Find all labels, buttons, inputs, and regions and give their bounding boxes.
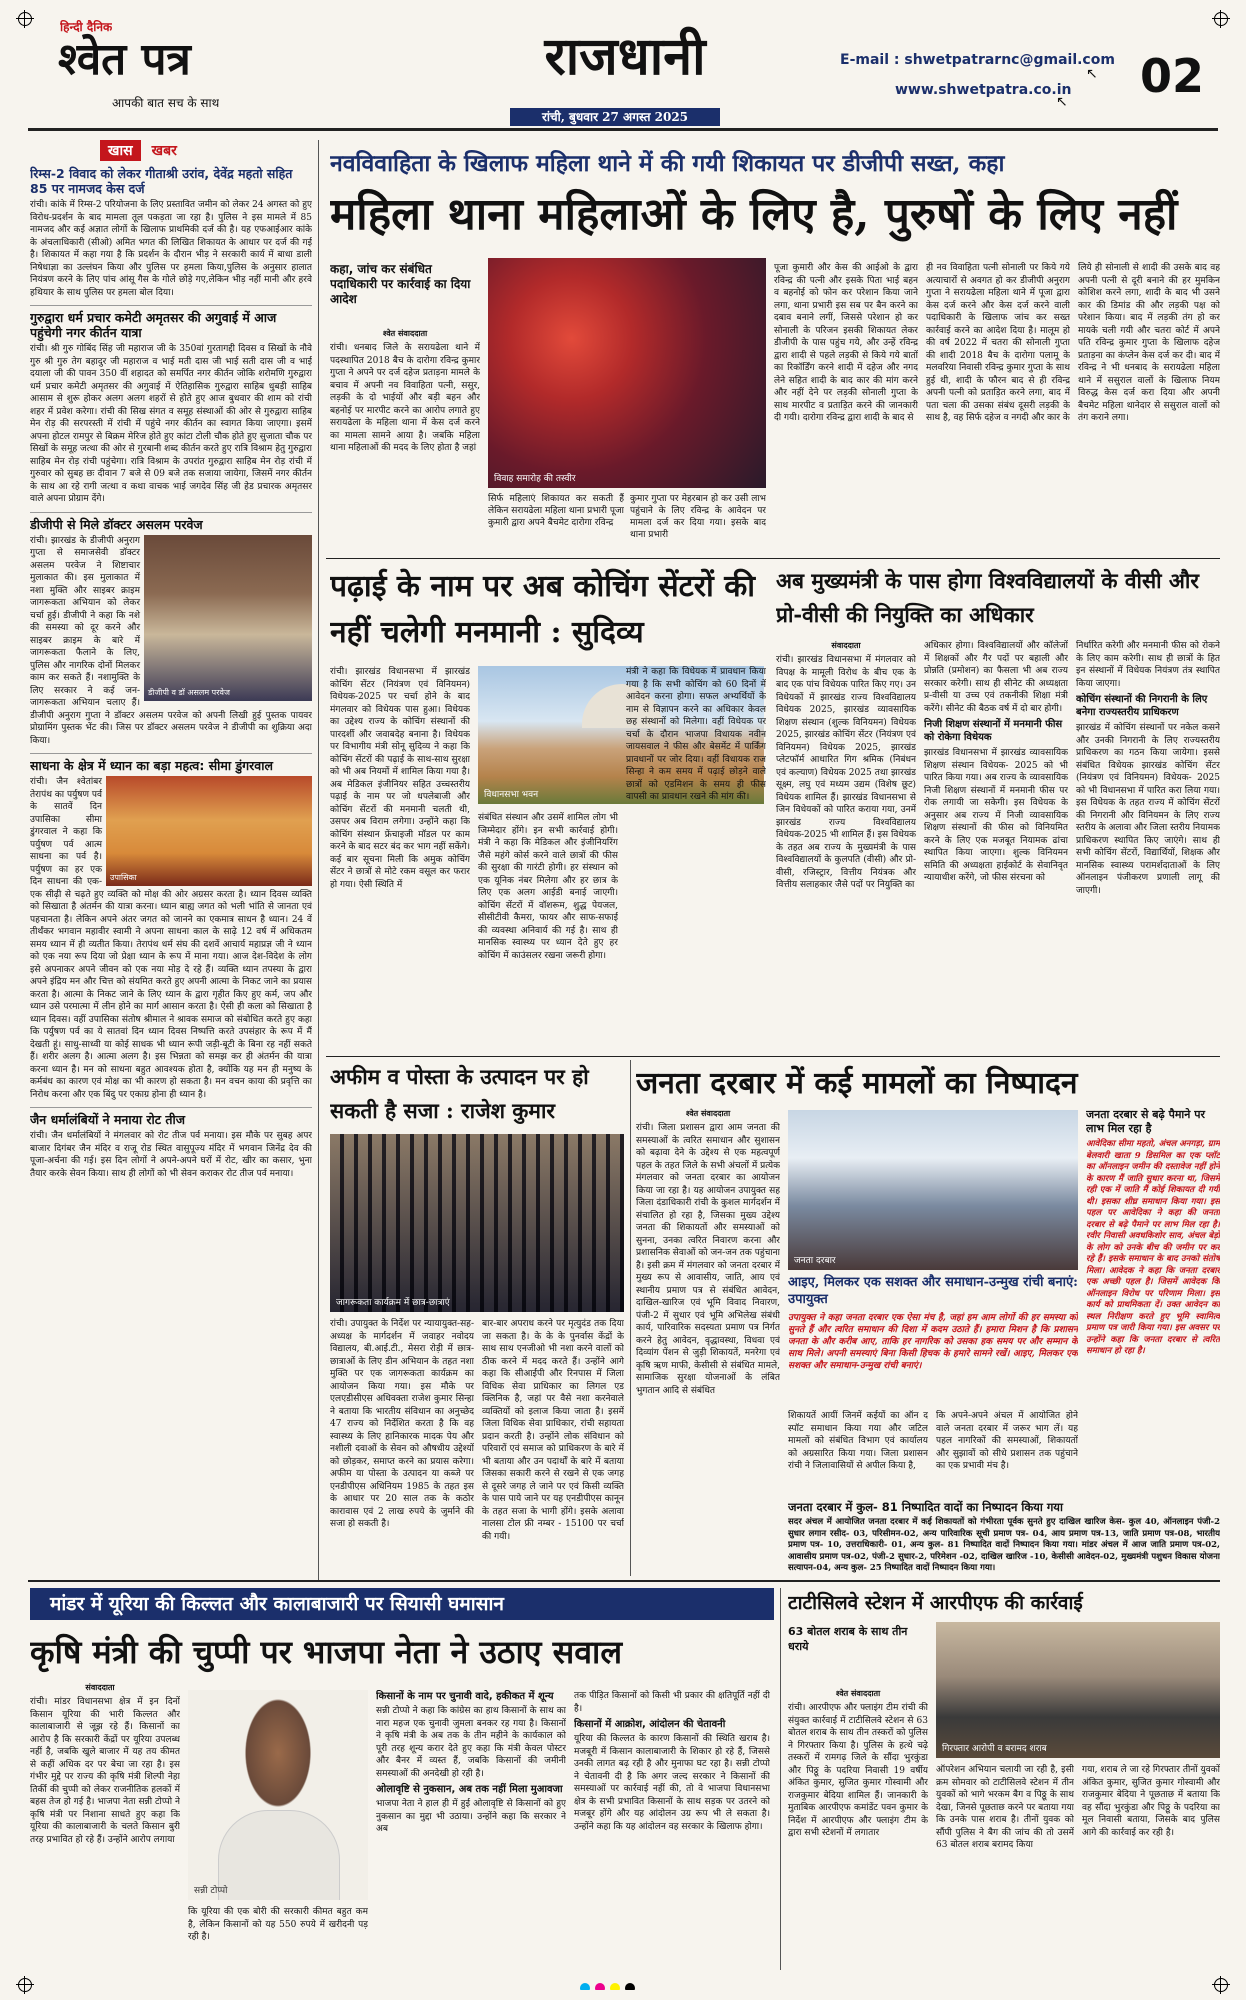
- vc-headline: अब मुख्यमंत्री के पास होगा विश्वविद्यालयों के वीसी और प्रो-वीसी की नियुक्ति का अधिकार: [776, 568, 1199, 627]
- wedding-caption-left: सिर्फ महिलाएं शिकायत कर सकती हैं लेकिन सरायढेला महिला थाना प्रभारी पूजा कुमारी द्वारा अपने बैचमेट दारोगा रविन्द्र: [488, 494, 624, 528]
- dgp-photo: [144, 535, 312, 701]
- cmyk-cyan-dot: [580, 1983, 590, 1990]
- top-story-headline: महिला थाना महिलाओं के लिए है, पुरुषों के लिए नहीं: [330, 189, 1178, 240]
- cmyk-black-dot: [625, 1983, 635, 1990]
- janta-photo-caption: आइए, मिलकर एक सशक्त और समाधान-उन्मुख रांची बनाएं: उपायुक्त: [788, 1275, 1078, 1307]
- website-link[interactable]: www.shwetpatra.co.in: [895, 82, 1072, 98]
- article-dgp: [30, 512, 312, 748]
- section-rule: [28, 1580, 1220, 1582]
- vc-subhead: निजी शिक्षण संस्थानों में मनमानी फीस को रोकेगा विधेयक: [924, 719, 1063, 743]
- top-story-col2: पूजा कुमारी और केस की आईओ के द्वारा रविन्द्र की पत्नी और इसके पिता भाई बहन व बहनोई को फोन कर परेशान किया जाने लगा, थाना प्रभारी इस सब पर बैन करने का दबाव बनाने लगीं, जिससे परेशान हो कर सोनाली के परिजन इसकी शिकायत लेकर डीजीपी के पास पहुंच गये, और उन्हें रविन्द्र द्वारा शादी से पहले लड़की से किये गये बातों का रिकॉर्डिंग करने शादी में दहेज और नगद लेने सहित शादी के बाद कार की मांग करने और नहीं देने पर लड़की सोनाली गुप्ता के साथ मारपीट व प्रताड़ित करने की जानकारी दी गयी। दारोगा रविन्द्र द्वारा शादी के बाद से: [774, 263, 918, 423]
- mandar-headline: कृषि मंत्री की चुप्पी पर भाजपा नेता ने उठाए सवाल: [30, 1633, 623, 1671]
- left-column: [30, 166, 312, 1576]
- top-story-byline: श्वेत संवाददाता: [382, 328, 428, 338]
- mandar-col2-head-2: ओलावृष्टि से नुकसान, अब तक नहीं मिला मुआवजा: [376, 1784, 563, 1795]
- brand-tagline: आपकी बात सच के साथ: [112, 96, 220, 110]
- brand-logo: श्वेत पत्र: [58, 34, 191, 85]
- article-body: रांची। जैन धर्मालंबियों ने मंगलवार को रोट तीज पर्व मनाया। इस मौके पर सुबह अपर बाजार दिगंबर जैन मंदिर व राजू रोड स्थित वासुपूज्य मंदिर में भगवान जिनेंद्र देव की पूजा-अर्चना की गई। इस दिन लोगों ने अपने-अपने घरों में रोट, खीर का कसार, भुना तैयार करके सेवन किया। साथ ही लोगों को भी सेवन कराकर रोट तीज पर्व मनाया।: [30, 1131, 312, 1179]
- article-rot-teej: [30, 1107, 312, 1180]
- article-body: रांची। जैन श्वेतांबर तेरापंथ का पर्युषण पर्व के सातवें दिन उपासिका सीमा डुंगरवाल ने कहा कि पर्युषण पर्व आत्म साधना का पर्व है। पर्युषण का हर एक दिन साधना की एक-एक सीढ़ी से चढ़ते हुए व्यक्ति को मोक्ष की ओर अग्रसर करता है। ध्यान दिवस व्यक्ति को सिखाता है अंतर्मन की यात्रा करना। ध्यान बाह्य जगत को भली भांति से जानता एवं पहचानता है। लेकिन अपने अंतर जगत को जानने का एकमात्र साधन है ध्यान। 24 वें तीर्थंकर भगवान महावीर स्वामी ने अपना साधना काल के साढ़े 12 वर्ष में अधिकतम समय ध्यान में ही व्यतीत किया। तेरापंथ धर्म संघ की दशवें आचार्य महाप्रज्ञ जी ने ध्यान को एक नया रूप दिया जो प्रेक्षा ध्यान के रूप में माना गया। आज देश-विदेश के लोग इसे अपनाकर अपने जीवन को एक नया मोड़ दे रहे हैं। व्यक्ति ध्यान तपस्या के द्वारा अपने इंद्रिय मन और चित्त को संयमित करते हुए अपनी आत्मा के निकट जाने का प्रयास करता है। आत्मा के निकट जाने के लिए ध्यान के द्वारा गृहीत किए हुए कर्म, जप और ध्यान उसे परमात्मा में लीन होने का मार्ग आसान करता है। ऐसी ही कला को सिखाता है ध्यान दिवस। वहीं उपासिका संतोष श्रीमाल ने श्रावक समाज को संबोधित करते हुए कहा कि पर्युषण पर्व का ये सातवां दिन ध्यान दिवस निष्पत्ति करते उपसंहार के रूप में मैं देखती हूं। साधु-साध्वी या कोई साधक भी ध्यान रूपी जड़ी-बूटी के बिना रह नहीं सकते हैं। शरीर अलग है। आत्मा अलग है। इस भिन्नता को समझ कर ही अंतर्मन की यात्रा करना ध्यान है। मन को साधना बहुत आवश्यक होता है, क्योंकि यह मन ही मनुष्य के कर्मबंध का कारण एवं मोक्ष का भी कारण हो सकता है। मन वचन काया की प्रवृत्ति का निरोध करना और एक बिंदु पर एकाग्र होना ही ध्यान है।: [30, 777, 312, 1100]
- registration-mark-icon: [18, 1978, 32, 1992]
- coaching-col3: मंत्री ने कहा कि विधेयक में प्रावधान किया गया है कि सभी कोचिंग को 60 दिनों में आवेदन करना होगा। सफल अभ्यर्थियों के नाम से विज्ञापन करने का अधिकार केवल छह संस्थानों को मिलेगा। वहीं विधेयक पर चर्चा के दौरान भाजपा विधायक नवीन जायसवाल ने फीस और बेसमेंट में पार्किंग प्रावधानों पर जोर दिया। वहीं विधायक राज सिन्हा ने कम समय में पढ़ाई छोड़ने वाले छात्रों को एडमिशन के समय ही फीस वापसी का प्रावधान रखने की मांग की।: [626, 667, 766, 802]
- section-rule: [326, 558, 1220, 559]
- registration-mark-icon: [1214, 1978, 1228, 1992]
- mandar-col2b: भाजपा नेता ने हाल ही में हुई ओलावृष्टि से किसानों को हुए नुकसान का मुद्दा भी उठाया। उन्होंने कहा कि सरकार ने अब: [376, 1799, 566, 1834]
- mandar-col3-head: किसानों में आक्रोश, आंदोलन की चेतावनी: [574, 1719, 726, 1730]
- wedding-photo-alt: विवाह समारोह की तस्वीर: [494, 474, 576, 484]
- janta-sidebar-body: आवेदिका सीमा महतो, अंचल अनगड़ा, ग्राम बेलवारी खाता 9 डिसमिल का एक प्लॉट का ऑनलाइन जमीन की दस्तावेज नहीं होने के कारण मैं जाति सुधार करना था, जिसमें रही एक में जाति मैं कोई शिकायत दी गयी थी। इसका शीघ्र समाधान किया गया। इस पहल पर आवेदिका ने कहा की जनता दरबार से बढ़े पैमाने पर लाभ मिल रहा है। रवीर निवासी अवधकिशोर साव, अंचल बेड़ो के लोग को उनके बीच की जमीन पर कर रहे हैं। इसके समाधान के बाद उनको संतोष मिला। आवेदक ने कहा कि जनता दरबार एक अच्छी पहल है। जिसमें आवेदक कि ऑनलाइन विरोध पर परिणाम मिला। इस कार्य को प्राथमिकता दें। उक्त आवेदन का स्थल निरीक्षण करते हुए भूमि स्वामित्व प्रमाण पत्र जारी किया गया। इस अवसर पर उन्होंने कहा कि जनता दरबार से त्वरित समाधान हो रहा है।: [1086, 1139, 1220, 1356]
- section-title: राजधानी: [544, 26, 706, 87]
- khas-khabar-label: [100, 140, 240, 162]
- janta-col1: रांची। जिला प्रशासन द्वारा आम जनता की समस्याओं के त्वरित समाधान और सुशासन को बढ़ावा देने के उद्देश्य से एक महत्वपूर्ण पहल के तहत जिले के सभी अंचलों में प्रत्येक मंगलवार को जनता दरबार का आयोजन किया जा रहा है। यह आयोजन उपायुक्त सह जिला दंडाधिकारी रांची के कुशल मार्गदर्शन में संचालित हो रहा है, जिसका मुख्य उद्देश्य जनता की शिकायतों और समस्याओं को सुनना, उनका त्वरित निवारण करना और प्रशासनिक सेवाओं को जन-जन तक पहुंचाना है। इसी क्रम में मंगलवार को जनता दरबार में मुख्य रूप से आवासीय, जाति, आय एवं स्थानीय प्रमाण पत्र से संबंधित आवेदन, दाखिल-खारिज एवं भूमि विवाद निवारण, पंजी-2 में सुधार एवं भूमि अभिलेख संबंधी कार्य, पारिवारिक सदस्यता प्रमाण पत्र निर्गत करने हेतु आवेदन, वृद्धावस्था, विधवा एवं दिव्यांग पेंशन से जुड़ी शिकायतें, मनरेगा एवं कृषि ऋण माफी, केसीसी से संबंधित मामले, सामाजिक सुरक्षा योजनाओं के लंबित भुगतान आदि से संबंधित: [636, 1123, 780, 1396]
- janta-sidebar-head: जनता दरबार से बढ़े पैमाने पर लाभ मिल रहा है: [1086, 1108, 1205, 1135]
- afim-col1: रांची। उपायुक्त के निर्देश पर न्यायायुक्त-सह-अध्यक्ष के मार्गदर्शन में जवाहर नवोदय विद्यालय, बी.आई.टी., मेसरा रोड़ी में छात्र-छात्राओं के लिए डीन अभियान के तहत नशा मुक्ति पर एक जागरूकता कार्यक्रम का आयोजन किया गया। इस मौके पर एलएडीसीएस अधिवक्ता राजेश कुमार सिन्हा ने बताया कि भारतीय संविधान का अनुच्छेद 47 राज्य को निर्देशित करता है कि वह स्वास्थ्य के लिए हानिकारक मादक पेय और नशीली दवाओं के सेवन को औषधीय उद्देश्यों को छोड़कर, समाप्त करने का प्रयास करेगा। अफीम या पोस्ता के उत्पादन या कब्जे पर एनडीपीएस अधिनियम 1985 के तहत इस के आधार पर 20 साल तक के कठोर कारावास एवं 2 लाख रुपये के जुर्माने की सजा हो सकती है।: [330, 1319, 474, 1529]
- registration-mark-icon: [1214, 12, 1228, 26]
- leader-caption: कि यूरिया की एक बोरी की सरकारी कीमत बहुत कम है, लेकिन किसानों को यह 550 रुपये में खरीदनी पड़ रही है।: [188, 1907, 368, 1942]
- leader-shirt: [218, 1810, 340, 1900]
- color-registration-strip: [580, 1978, 670, 1990]
- mandar-col3-wrap: [574, 1690, 770, 1968]
- masthead-rule: [28, 128, 1218, 131]
- article-headline: साधना के क्षेत्र में ध्यान का बड़ा महत्व: सीमा डुंगरवाल: [30, 758, 273, 773]
- email-label: E-mail :: [840, 52, 900, 68]
- rpf-photo: [936, 1622, 1220, 1758]
- coaching-col1: रांची। झारखंड विधानसभा में झारखंड कोचिंग सेंटर (नियंत्रण एवं विनियमन) विधेयक-2025 पर चर्चा होने के बाद मंगलवार को विधेयक पास हुआ। विधेयक का उद्देश्य राज्य के कोचिंग संस्थानों की पारदर्शी और जवाबदेह बनाना है। विधेयक पर विभागीय मंत्री सोनू सुदिव्य ने कहा कि कोचिंग सेंटरों की पढ़ाई के साथ-साथ सुरक्षा को भी अब नियमों में शामिल किया गया है। अब मेडिकल इंजीनियर सहित उच्चस्तरीय पढ़ाई के नाम पर जो धपलेबाजी और कोचिंग सेंटरों की मनमानी चलती थी, उसपर अब विराम लगेगा। उन्होंने कहा कि कोचिंग संस्थान फ्रेंचाइजी मॉडल पर काम करने के बाद सटर बंद कर भाग नहीं सकेंगे। कई बार सूचना मिली कि अमुक कोचिंग सेंटर ने छात्रों से मोटे रकम वसूल कर फरार हो गया। ऐसी स्थिति में: [330, 667, 470, 890]
- mandar-col2-wrap: [376, 1690, 566, 1968]
- top-story-subhead: कहा, जांच कर संबंधित पदाधिकारी पर कार्रवाई का दिया आदेश: [330, 262, 471, 306]
- mandar-col3b: यूरिया की किल्लत के कारण किसानों की स्थिति खराब है। मजबूरी में किसान कालाबाजारी के शिकार हो रहे हैं, जिससे उनकी लागत बढ़ रही है और मुनाफा घट रहा है। सन्नी टोप्पो ने चेतावनी दी है कि अगर जल्द सरकार ने किसानों की समस्याओं पर कार्रवाई नहीं की, तो वे भाजपा विधानसभा क्षेत्र के सभी प्रभावित किसानों के साथ सड़क पर उतरने को मजबूर होंगे और यह आंदोलन उग्र रूप भी ले सकता है। उन्होंने कहा कि यह आंदोलन वह सरकार के खिलाफ होगा।: [574, 1734, 770, 1832]
- vc-col2b: झारखंड विधानसभा में झारखंड व्यावसायिक शिक्षण संस्थान विधेयक- 2025 को भी पारित किया गया। अब राज्य के व्यावसायिक निजी शिक्षण संस्थानों में मनमानी फीस पर रोक लगायी जा सकेगी। इस विधेयक के अनुसार अब राज्य में निजी व्यावसायिक शिक्षण संस्थानों की फीस को विनियमित करने के लिए एक मजबूत नियामक ढांचा स्थापित किया जाएगा। शुल्क विनियमन समिति की अध्यक्षता हाईकोर्ट के सेवानिवृत न्यायाधीश करेंगे, जो फीस संरचना को: [924, 748, 1068, 883]
- article-headline: डीजीपी से मिले डॉक्टर असलम परवेज: [30, 516, 203, 532]
- vc-col3-wrap: [1076, 640, 1220, 1052]
- brand-small: हिन्दी दैनिक: [60, 20, 113, 34]
- top-story-col1: रांची। धनबाद जिले के सरायढेला थाने में पदस्थापित 2018 बैच के दारोगा रविन्द्र कुमार गुप्ता ने अपने पर दर्ज दहेज प्रताड़ना मामले के बचाव में अपनी नव विवाहिता पत्नी, ससुर, लड़की के दो भाईयों और बड़ी बहन और बहनोई पर मारपीट करने का आरोप लगाते हुए सरायढेला के महिला थाना में केस दर्ज करने का मामला सामने आया है। जबकि महिला थाना महिलाओं की मदद के लिए होता है जहां: [330, 343, 480, 453]
- janta-stats-head: जनता दरबार में कुल- 81 निष्पादित वादों का निष्पादन किया गया: [788, 1500, 1063, 1514]
- registration-mark-icon: [18, 12, 32, 26]
- top-story-kicker: नवविवाहिता के खिलाफ महिला थाने में की गयी शिकायत पर डीजीपी सख्त, कहा: [330, 150, 1005, 177]
- mandar-col1: रांची। मांडर विधानसभा क्षेत्र में इन दिनों किसान यूरिया की भारी किल्लत और कालाबाजारी से जूझ रहे हैं। किसानों का आरोप है कि सरकारी केंद्रों पर यूरिया उपलब्ध नहीं है, जबकि खुले बाजार में यह तय कीमत से कहीं अधिक दर पर बेचा जा रहा है। इस गंभीर मुद्दे पर राज्य की कृषि मंत्री शिल्पी नेहा तिर्की की चुप्पी को लेकर राजनीतिक हलकों में बहस तेज हो गई है। भाजपा नेता सन्नी टोप्पो ने कृषि मंत्री पर निशाना साधते हुए कहा कि यूरिया की कालाबाजारी के चलते किसान बुरी तरह प्रभावित हो रहे हैं। उन्होंने आरोप लगाया: [30, 1697, 180, 1845]
- rpf-photo-alt: गिरफ्तार आरोपी व बरामद शराब: [942, 1744, 1047, 1754]
- khas-label: खास: [100, 140, 141, 161]
- cmyk-yellow-dot: [610, 1983, 620, 1990]
- mandar-col2: सन्नी टोप्पो ने कहा कि कांग्रेस का हाथ किसानों के साथ का नारा महज एक चुनावी जुमला बनकर रह गया है। किसानों ने कृषि मंत्री के अब तक के तीन महीने के कार्यकाल को पूरी तरह शून्य करार देते हुए कहा कि मंत्री केवल पोस्टर और बैनर में व्यस्त हैं, जबकि किसानों की जमीनी समस्याओं की अनदेखी हो रही है।: [376, 1706, 566, 1779]
- assembly-photo-alt: विधानसभा भवन: [484, 790, 539, 800]
- article-body: रांची। कांके में रिम्स-2 परियोजना के लिए प्रस्तावित जमीन को लेकर 24 अगस्त को हुए विरोध-प्रदर्शन के बाद मामला तूल पकड़ता जा रहा है। पुलिस ने इस मामले में 85 नामजद और कई अज्ञात लोगों के खिलाफ प्राथमिकी दर्ज की है। यह एफआईआर कांके के अंचलाधिकारी (सीओ) अमित भगत की लिखित शिकायत के आधार पर दर्ज की गई है। शिकायत में कहा गया है कि प्रदर्शन के दौरान भीड़ ने सरकारी कार्य में बाधा डाली निषेधाज्ञा का उल्लंघन किया और पुलिस पर हमला किया,पुलिस के अनुसार हालात नियंत्रण करने के लिए पांच आंसू गैस के गोले छोड़े गए,लेकिन भीड़ नहीं मानी और हरवे हथियार के साथ पुलिस पर हमला बोल दिया।: [30, 200, 312, 298]
- janta-quote: उपायुक्त ने कहा जनता दरबार एक ऐसा मंच है, जहां हम आम लोगों की हर समस्या को सुनते हैं और त्वरित समाधान की दिशा में कदम उठाते हैं। हमारा मिशन है कि प्रशासन जनता के और करीब आए, ताकि हर नागरिक को उसका हक समय पर और सम्मान के साथ मिले। अपनी समस्याएं बिना किसी हिचक के हमारे सामने रखें। आइए, मिलकर एक सशक्त और समाधान-उन्मुख रांची बनाएं।: [788, 1313, 1078, 1371]
- rpf-col3: गया, शराब ले जा रहे गिरफ्तार तीनों युवकों अंकित कुमार, सुजित कुमार गोस्वामी और राजकुमार बेदिया ने पूछताछ में बताया कि वह सौंदा भुरकुंडा और पिठ्ठू के पदरिया का मूल निवासी बताया, जिसके बाद पुलिस आगे की कार्रवाई कर रही है।: [1082, 1765, 1220, 1838]
- vc-col1: रांची। झारखंड विधानसभा में मंगलवार को विपक्ष के मामूली विरोध के बीच एक के बाद एक पांच विधेयक पारित किए गए। उन विधेयकों में झारखंड राज्य विश्वविद्यालय विधेयक 2025, झारखंड व्यावसायिक शिक्षण संस्थान (शुल्क विनियमन) विधेयक 2025, झारखंड कोचिंग सेंटर (नियंत्रण एवं विनियमन) विधेयक 2025, झारखंड प्लेटफॉर्म आधारित गिग श्रमिक (निबंधन एवं कल्याण) विधेयक 2025 तथा झारखंड सूक्ष्म, लघु एवं मध्यम उद्यम (विशेष छूट) विधेयक शामिल हैं। झारखंड विधानसभा से जिन विधेयकों को पारित कराया गया, उनमें झारखंड राज्य विश्वविद्यालय विधेयक-2025 भी शामिल हैं। इस विधेयक के तहत अब राज्य के मुख्यमंत्री के पास विश्वविद्यालयों के कुलपति (वीसी) और प्रो-वीसी, रजिस्ट्रार, वित्तीय नियंत्रक और वित्तीय सलाहकार जैसे पदों पर नियुक्ति का: [776, 655, 916, 890]
- page-number: 02: [1140, 49, 1205, 103]
- top-story-col3: ही नव विवाहिता पत्नी सोनाली पर किये गये अत्याचारों से अवगत हो कर डीजीपी अनुराग गुप्ता ने सरायढेला महिला थाने में पूजा द्वारा केस दर्ज करने और केस दर्ज करने वाली पदाधिकारी के खिलाफ जांच कर सख्त कार्रवाई करने का आदेश दिया है। मालूम हो की वर्ष 2022 में चतरा की सोनाली गुप्ता की शादी 2018 बैच के दारोगा पलामू के मलवरिया निवासी रविन्द्र कुमार गुप्ता के साथ हुई थी, शादी के फौरन बाद से ही रविन्द्र अपनी पत्नी को प्रताड़ित करने लगा, बाद में पता चला की उसका संबंध दूसरी लड़की के साथ है, वह सिर्फ दहेज व नगदी और कार के: [926, 263, 1070, 423]
- afim-col2: बार-बार अपराध करने पर मृत्युदंड तक दिया जा सकता है। के के के पुनर्वास केंद्रों के साथ साथ एनजीओ भी नशा करने वालों को ठीक करने में मदद करते हैं। उन्होंने आगे कहा कि सीआईपी और रिनपास में जिला विधिक सेवा प्राधिकार का लिगल एड क्लिनिक है, जहां पर वैसे नशा करनेवाले व्यक्तियों को इलाज किया जाता है। इसमें जिला विधिक सेवा प्राधिकार, रांची सहायता प्रदान करती है। उन्होंने लोक संविधान को परिवारों एवं समाज को प्राधिकरण के बारे में भी बताया और उन पदार्थों के बारे में बताया जिसका सकारी करने से रखने से एक जगह से दूसरे जगह ले जाने पर एवं किसी व्यक्ति के पास पाये जाने पर यह एनडीपीएस कानून के तहत सजा के भागी होंगे। इसके अलावा नालसा टोल फ्री नम्बर - 15100 पर चर्चा की गयी।: [482, 1319, 624, 1542]
- janta-photo: [788, 1110, 1078, 1270]
- rpf-byline: श्वेत संवाददाता: [835, 1688, 881, 1698]
- janta-stats-body: सदर अंचल में आयोजित जनता दरबार में कई शिकायतों को गंभीरता पूर्वक सुनते हुए दाखिल खारिज केस- कुल 40, ऑनलाइन पंजी-2 सुधार लगान रसीद- 03, परिसीमन-02, अन्य पारिवारिक सूची प्रमाण पत्र- 04, आय प्रमाण पत्र-13, जाति प्रमाण पत्र-08, भारतीय प्रमाण पत्र- 10, उत्तराधिकारी- 01, अन्य कुल- 81 निष्पादित वादों निष्पादन किया गया। मांडर अंचल में आज जाति प्रमाण पत्र-02, आवासीय प्रमाण पत्र-02, पंजी-2 सुधार-2, परिमेशन -02, दाखिल खारिज -10, केसीसी आवेदन-02, मुख्यमंत्री पशुधन विकास योजना सत्यापन-04, अन्य कुल- 25 निष्पादित वादों निष्पादन किया गया।: [788, 1517, 1220, 1573]
- column-divider: [780, 1588, 781, 1970]
- rpf-col1: रांची। आरपीएफ और फ्लाइंग टीम रांची की संयुक्त कार्रवाई में टाटीसिलवे स्टेशन से 63 बोतल शराब के साथ तीन तस्करों को पुलिस ने गिरफ्तार किया है। पुलिस के हत्थे चढ़े तस्करों में रामगढ़ जिले के सौंदा भुरकुंडा और पिठ्ठू के पदरिया निवासी 19 वर्षीय अंकित कुमार, सुजित कुमार गोस्वामी और राजकुमार बेदिया शामिल हैं। जानकारी के मुताबिक आरपीएफ कमांडेंट पवन कुमार के निर्देश में आरपीएफ और फ्लाइंग टीम के द्वारा सभी स्टेशनों में लगातार: [788, 1703, 928, 1838]
- janta-byline: श्वेत संवाददाता: [685, 1108, 731, 1118]
- jain-photo: [106, 776, 312, 886]
- mandar-col2-head: किसानों के नाम पर चुनावी वादे, हकीकत में शून्य: [376, 1691, 554, 1702]
- mouse-cursor-icon-2: ↖: [1056, 94, 1068, 110]
- article-headline: जैन धर्मालंबियों ने मनाया रोट तीज: [30, 1112, 186, 1127]
- mandar-banner: मांडर में यूरिया की किल्लत और कालाबाजारी पर सियासी घमासान: [30, 1588, 774, 1620]
- janta-sidebar: [1086, 1108, 1220, 1498]
- vc-col2-wrap: [924, 640, 1068, 1052]
- vc-col3: निर्धारित करेगी और मनमानी फीस को रोकने के लिए काम करेगी। साथ ही छात्रों के हित इन संस्थानों में विधेयक नियंत्रण तंत्र स्थापित किया जाएगा।: [1076, 641, 1220, 689]
- dgp-photo-alt: डीजीपी व डॉ असलम परवेज: [148, 687, 230, 697]
- vc-col3b: झारखंड में कोचिंग संस्थानों पर नकेल कसने और उनकी निगरानी के लिए राज्यस्तरीय प्राधिकरण का गठन किया जायेगा। इससे संबंधित विधेयक झारखंड कोचिंग सेंटर (नियंत्रण एवं विनियमन) विधेयक- 2025 को भी विधानसभा में पारित करा लिया गया। इस विधेयक के तहत राज्य में कोचिंग सेंटरों की निगरानी और विनियमन के लिए राज्य स्तरीय के अलावा और जिला स्तरीय नियामक प्राधिकरण स्थापित किए जाएंगे। साथ ही सभी कोचिंग सेंटरों, विद्यार्थियों, शिक्षक और मानसिक स्वास्थ्य परामर्शदाताओं के लिए ऑनलाइन पंजीकरण प्रणाली लागू की जाएगी।: [1076, 723, 1220, 896]
- rpf-headline: टाटीसिलवे स्टेशन में आरपीएफ की कार्रवाई: [788, 1592, 1083, 1614]
- students-photo: [330, 1134, 624, 1312]
- janta-stats-block: [788, 1500, 1220, 1576]
- article-body: रांची। श्री गुरु गोबिंद सिंह जी महाराज जी के 350वां गुरतागद्दी दिवस व सिखों के नौवे गुरु श्री गुरु तेग बहादुर जी महाराज व भाई मती दास जी भाई सती दास जी व भाई दयाला जी की पावन 350 वीं शहादत को समर्पित नगर कीर्तन जोकि शरोमणि गुरुद्वारा धर्म प्रचार कमेटी अमृतसर की अगुवाई में ऐतिहासिक गुरुद्वारा साहिब धुबड़ी साहिब आसाम से शुरू होकर अलग अलग शहरों से होते हुए आज बुधवार की शाम को रांची शहर में प्रवेश करेगा। रांची की सिख संगत व समूह संस्थाओं की ओर से गुरुद्वारा साहिब मेन रोड़ की सरपरस्ती में रांची में पहुंचे नगर कीर्तन का स्वागत किया जाएगा। इसमें अपना होटल रामपुर से बिक्रम मेरिज होते हुए कांटा टोली चौक होते हुए सुजाता चौक पर सिखों के समूह जत्था की ओर से गुरबानी शब्द कीर्तन करते हुए रात्रि विश्राम हेतु गुरुद्वारा साहिब मेन रोड़ रांची पहुंचेगा। रात्रि विश्राम के उपरांत गुरुद्वारा साहिब मेन रोड़ रांची में गुरुवार को सुबह छः दीवान 7 बजे से 09 बजे तक सजाया जायेगा, जिसमें नगर कीर्तन के साथ आ रहे रागी जत्था व कथा वाचक भाई जगदेव सिंह जी हेड प्रचारक अमृतसर वाले अपना प्रोग्राम देंगे।: [30, 344, 312, 504]
- coaching-col2: संबंधित संस्थान और उसमें शामिल लोग भी जिम्मेदार होंगे। इन सभी कार्रवाई होगी। मंत्री ने कहा कि मेडिकल और इंजीनियरिंग जैसे महंगे कोर्स करने वाले छात्रों की फीस की सुरक्षा की गारंटी होगी। हर संस्थान को एक यूनिक नंबर मिलेगा और हर छात्र के लिए एक अलग आईडी बनाई जाएगी। कोचिंग सेंटरों में वॉशरूम, शुद्ध पेयजल, सीसीटीवी कैमरा, फायर और साफ-सफाई की व्यवस्था अनिवार्य की गई है। साथ ही मानसिक स्वास्थ्य पर ध्यान देते हुए हर कोचिंग में काउंसलर रखना जरूरी होगा।: [478, 813, 618, 961]
- article-kirtan: [30, 305, 312, 506]
- leader-photo-alt: सन्नी टोप्पो: [194, 1886, 228, 1896]
- article-rims: [30, 166, 312, 299]
- article-dhyan: [30, 753, 312, 1101]
- masthead: [0, 0, 1246, 128]
- article-body: रांची। झारखंड के डीजीपी अनुराग गुप्ता से समाजसेवी डॉक्टर असलम परवेज ने शिष्टाचार मुलाकात की। इस मुलाकात में नशा मुक्ति और साइबर क्राइम जागरूकता अभियान को लेकर चर्चा हुई। डीजीपी ने कहा कि नशे की समस्या को दूर करने और साइबर क्राइम के बारे में जागरूकता फैलाने के लिए, पुलिस और नागरिक दोनों मिलकर काम कर सकते हैं। नशामुक्ति के लिए सरकार ने कई जन-जागरूकता अभियान चलाए हैं। डीजीपी अनुराग गुप्ता ने डॉक्टर असलम परवेज को अपनी लिखी हुई पुस्तक पायवर प्रोग्रामिंग पुस्तक भेंट की। जिस पर डॉक्टर असलम परवेज ने डीजीपी का शुक्रिया अदा किया।: [30, 535, 312, 746]
- mouse-cursor-icon: ↖: [1086, 66, 1098, 82]
- dateline: रांची, बुधवार 27 अगस्त 2025: [510, 108, 720, 126]
- leader-photo: [188, 1690, 368, 1900]
- cmyk-magenta-dot: [595, 1983, 605, 1990]
- students-photo-alt: जागरूकता कार्यक्रम में छात्र-छात्राएं: [336, 1298, 450, 1308]
- mandar-byline: संवाददाता: [85, 1682, 115, 1692]
- janta-photo-alt: जनता दरबार: [794, 1256, 836, 1266]
- vc-byline: संवाददाता: [831, 640, 861, 650]
- wedding-photo: [488, 258, 766, 488]
- email-link[interactable]: shwetpatrarnc@gmail.com: [904, 52, 1115, 68]
- article-headline: गुरुद्वारा धर्म प्रचार कमेटी अमृतसर की अगुवाई में आज पहुंचेगी नगर कीर्तन यात्रा: [30, 310, 277, 340]
- khabar-label: खबर: [151, 143, 177, 159]
- rpf-subhead: 63 बोतल शराब के साथ तीन धराये: [788, 1625, 908, 1653]
- article-headline: रिम्स-2 विवाद को लेकर गीताश्री उरांव, देवेंद्र महतो सहित 85 पर नामजद केस दर्ज: [30, 166, 293, 196]
- afim-headline: अफीम व पोस्ता के उत्पादन पर हो सकती है सजा : राजेश कुमार: [330, 1064, 589, 1123]
- janta-headline: जनता दरबार में कई मामलों का निष्पादन: [636, 1066, 1078, 1101]
- janta-col3: कि अपने-अपने अंचल में आयोजित होने वाले जनता दरबार में जरूर भाग लें। यह पहल नागरिकों की समस्याओं, शिकायतों और सुझावों को सीधे प्रशासन तक पहुंचाने का एक प्रभावी मंच है।: [936, 1411, 1078, 1471]
- wedding-caption-right: कुमार गुप्ता पर मेहरबान हो कर उसी लाभ पहुंचाने के लिए रविन्द्र के आवेदन पर मामला दर्ज कर दिया गया। इसके बाद थाना प्रभारी: [630, 494, 766, 540]
- coaching-headline: पढ़ाई के नाम पर अब कोचिंग सेंटरों की नहीं चलेगी मनमानी : सुदिव्य: [330, 569, 756, 650]
- mandar-col3: तक पीड़ित किसानों को किसी भी प्रकार की क्षतिपूर्ति नहीं दी है।: [574, 1691, 770, 1714]
- section-rule: [326, 1056, 1220, 1057]
- column-divider: [630, 1060, 631, 1576]
- top-story-col4: लिये ही सोनाली से शादी की उसके बाद वह अपनी पत्नी से दूरी बनाने की हर मुमकिन कोशिश करने लगा, शादी के बाद भी उसने कार की डिमांड की और लड़की पक्ष को परेशान किया। बाद में लड़की तंग हो कर मायके चली गयी और चतरा कोर्ट में अपने पति रविन्द्र कुमार गुप्ता के खिलाफ दहेज प्रताड़ना का कंप्लेन केस दर्ज कर दी। बाद में रविन्द्र ने भी धनबाद के सरायढेला महिला थाने में ससुराल वालों के खिलाफ नियम विरुद्ध केस दर्ज करा दिया और अपनी बैचमेट महिला थानेदार से ससुराल वालों को तंग कराने लगा।: [1078, 263, 1220, 423]
- jain-photo-alt: उपासिका: [110, 873, 137, 882]
- vc-subhead-2: कोचिंग संस्थानों की निगरानी के लिए बनेगा राज्यस्तरीय प्राधिकरण: [1076, 694, 1208, 718]
- column-divider: [318, 140, 319, 1580]
- janta-col2: शिकायतें आयीं जिनमें कईयों का ऑन द स्पॉट समाधान किया गया और जटिल मामलों को संबंधित विभाग एवं कार्यालय को अग्रसारित किया गया। जिला प्रशासन रांची ने जिलावासियों से अपील किया है,: [788, 1411, 928, 1471]
- vc-col2: अधिकार होगा। विश्वविद्यालयों और कॉलेजों में शिक्षकों और गैर पदों पर बहाली और प्रोन्नति (प्रमोशन) का फैसला भी अब राज्य सरकार करेगी। साथ ही सीनेट की अध्यक्षता प्र-वीसी या उच्च एवं तकनीकी शिक्षा मंत्री करेंगे। सीनेट की बैठक वर्ष में दो बार होगी।: [924, 641, 1068, 714]
- rpf-col2: ऑपरेशन अभियान चलायी जा रही है, इसी क्रम सोमवार को टाटीसिलवे स्टेशन में तीन युवकों को भागे भरकम बैग व पिठ्ठू के साथ देखा, जिनसे पूछताछ करने पर बताया गया कि उनके पास शराब है। तीनों युवक को सौंपी पुलिस ने बैग की जांच की तो उसमें 63 बोतल शराब बरामद किया: [936, 1765, 1074, 1850]
